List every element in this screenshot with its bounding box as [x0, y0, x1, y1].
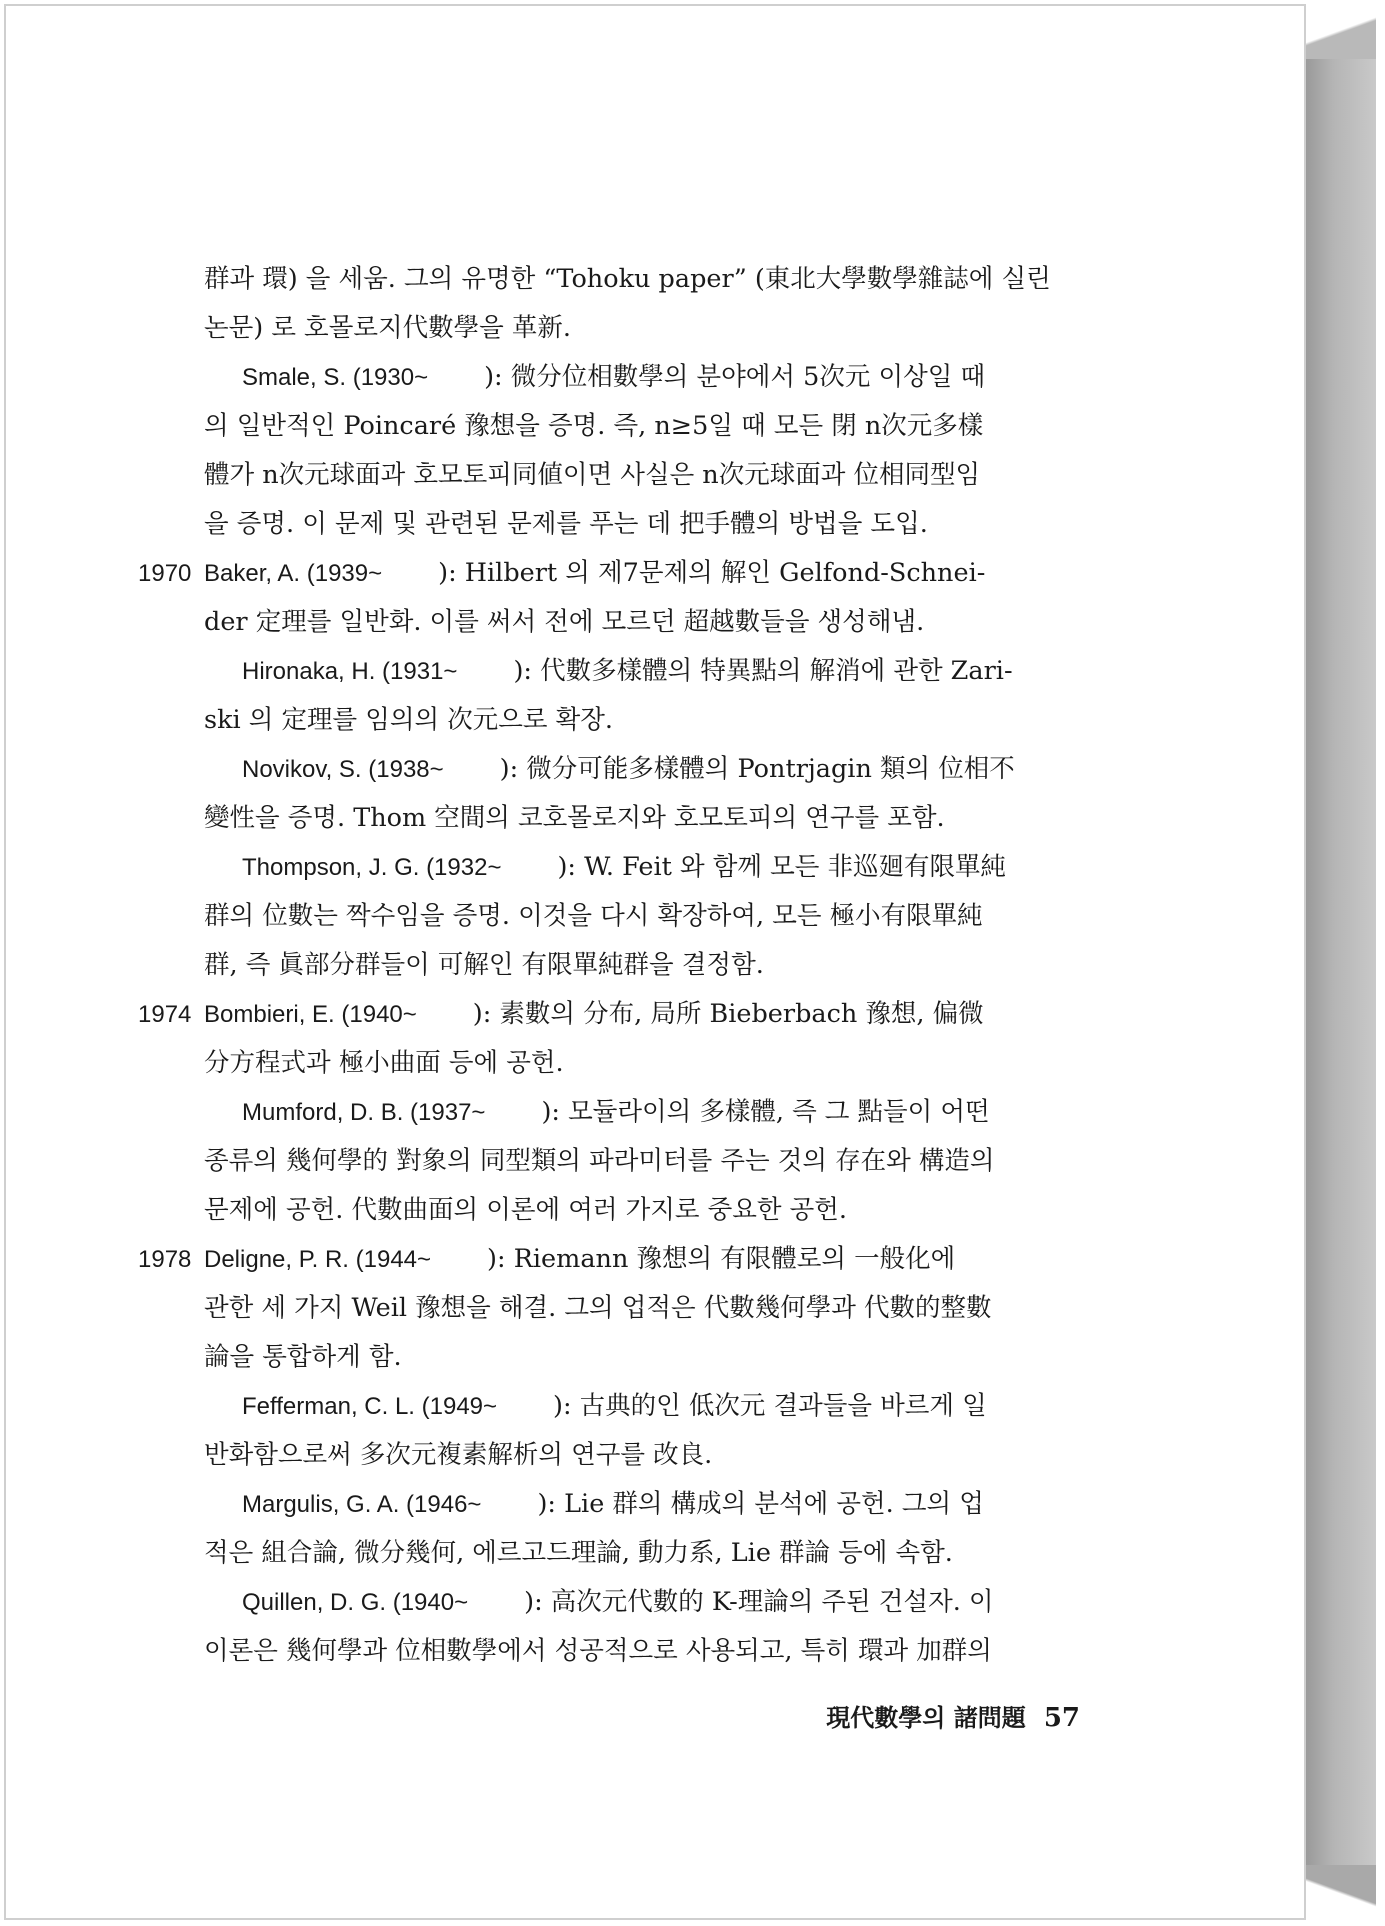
page-body	[138, 255, 1106, 1676]
line-text: ski 의 定理를 임의의 次元으로 확장.	[204, 705, 614, 735]
text-line	[176, 1480, 1106, 1529]
award-year: 1974	[138, 1001, 192, 1028]
line-text: 반화함으로써 多次元複素解析의 연구를 改良.	[204, 1440, 713, 1470]
text-line	[176, 1382, 1106, 1431]
text-line	[138, 1235, 1106, 1284]
text-line	[138, 990, 1106, 1039]
text-line	[138, 549, 1106, 598]
text-line	[176, 1333, 1106, 1382]
line-text: ): 모듈라이의 多樣體, 즉 그 點들이 어떤	[541, 1097, 990, 1127]
mathematician-name: Thompson, J. G. (1932~	[242, 854, 502, 881]
line-text: ): W. Feit 와 함께 모든 非巡廻有限單純	[557, 852, 1006, 882]
text-line	[176, 647, 1106, 696]
line-text: 관한 세 가지 Weil 豫想을 해결. 그의 업적은 代數幾何學과 代數的整數	[204, 1293, 992, 1323]
text-line	[176, 353, 1106, 402]
text-line	[176, 1627, 1106, 1676]
mathematician-name: Mumford, D. B. (1937~	[242, 1099, 486, 1126]
running-title: 現代數學의 諸問題	[826, 1703, 1026, 1732]
text-line	[176, 745, 1106, 794]
line-text: 體가 n次元球面과 호모토피同値이면 사실은 n次元球面과 位相同型임	[204, 460, 981, 490]
line-text: der 定理를 일반화. 이를 써서 전에 모르던 超越數들을 생성해냄.	[204, 607, 925, 637]
line-text: 論을 통합하게 함.	[204, 1342, 402, 1372]
line-text: 을 증명. 이 문제 및 관련된 문제를 푸는 데 把手體의 방법을 도입.	[204, 509, 928, 539]
mathematician-name: Hironaka, H. (1931~	[242, 658, 458, 685]
line-text: ): Hilbert 의 제7문제의 解인 Gelfond-Schnei-	[438, 558, 986, 588]
line-text: ): 微分位相數學의 분야에서 5次元 이상일 때	[484, 362, 986, 392]
line-text: ): 微分可能多樣體의 Pontrjagin 類의 位相不	[499, 754, 1015, 784]
text-line	[176, 402, 1106, 451]
mathematician-name: Baker, A. (1939~	[204, 560, 383, 587]
text-line	[176, 1529, 1106, 1578]
line-text: ): 古典的인 低次元 결과들을 바르게 일	[553, 1391, 987, 1421]
text-line	[176, 1186, 1106, 1235]
text-line	[176, 1578, 1106, 1627]
text-line	[176, 1137, 1106, 1186]
line-text: 문제에 공헌. 代數曲面의 이론에 여러 가지로 중요한 공헌.	[204, 1195, 847, 1225]
line-text: 群, 즉 眞部分群들이 可解인 有限單純群을 결정함.	[204, 950, 764, 980]
mathematician-name: Margulis, G. A. (1946~	[242, 1491, 482, 1518]
line-text: ): Lie 群의 構成의 분석에 공헌. 그의 업	[537, 1489, 984, 1519]
page-footer	[640, 1698, 1080, 1733]
line-text: 變性을 증명. Thom 空間의 코호몰로지와 호모토피의 연구를 포함.	[204, 803, 945, 833]
mathematician-name: Fefferman, C. L. (1949~	[242, 1393, 498, 1420]
text-line	[176, 892, 1106, 941]
page-number: 57	[1043, 1703, 1080, 1733]
text-line	[176, 1284, 1106, 1333]
line-text: ): 代數多樣體의 特異點의 解消에 관한 Zari-	[513, 656, 1013, 686]
text-line	[176, 255, 1106, 304]
mathematician-name: Bombieri, E. (1940~	[204, 1001, 417, 1028]
text-line	[176, 598, 1106, 647]
text-line	[176, 500, 1106, 549]
line-text: 群의 位數는 짝수임을 증명. 이것을 다시 확장하여, 모든 極小有限單純	[204, 901, 983, 931]
text-line	[176, 1431, 1106, 1480]
text-line	[176, 941, 1106, 990]
line-text: 논문) 로 호몰로지代數學을 革新.	[204, 313, 571, 343]
line-text: 分方程式과 極小曲面 등에 공헌.	[204, 1048, 564, 1078]
award-year: 1970	[138, 560, 192, 587]
text-line	[176, 304, 1106, 353]
page-corner-top	[1306, 4, 1376, 59]
line-text: ): 高次元代數的 K-理論의 주된 건설자. 이	[524, 1587, 994, 1617]
text-line	[176, 1039, 1106, 1088]
line-text: 의 일반적인 Poincaré 豫想을 증명. 즉, n≥5일 때 모든 閉 n次元多樣	[204, 411, 984, 441]
award-year: 1978	[138, 1246, 192, 1273]
mathematician-name: Smale, S. (1930~	[242, 364, 429, 391]
text-line	[176, 843, 1106, 892]
mathematician-name: Novikov, S. (1938~	[242, 756, 444, 783]
line-text: ): 素數의 分布, 局所 Bieberbach 豫想, 偏微	[472, 999, 984, 1029]
page-edge-shadow	[1306, 4, 1376, 1920]
line-text: 群과 環) 을 세움. 그의 유명한 “Tohoku paper” (東北大學數學雜誌에 실린	[204, 264, 1051, 294]
mathematician-name: Quillen, D. G. (1940~	[242, 1589, 469, 1616]
page-corner-bottom	[1306, 1865, 1376, 1920]
line-text: 적은 組合論, 微分幾何, 에르고드理論, 動力系, Lie 群論 등에 속함.	[204, 1538, 953, 1568]
text-line	[176, 696, 1106, 745]
mathematician-name: Deligne, P. R. (1944~	[204, 1246, 432, 1273]
text-line	[176, 794, 1106, 843]
line-text: 종류의 幾何學的 對象의 同型類의 파라미터를 주는 것의 存在와 構造의	[204, 1146, 995, 1176]
line-text: ): Riemann 豫想의 有限體로의 一般化에	[487, 1244, 956, 1274]
line-text: 이론은 幾何學과 位相數學에서 성공적으로 사용되고, 특히 環과 加群의	[204, 1636, 992, 1666]
text-line	[176, 1088, 1106, 1137]
text-line	[176, 451, 1106, 500]
